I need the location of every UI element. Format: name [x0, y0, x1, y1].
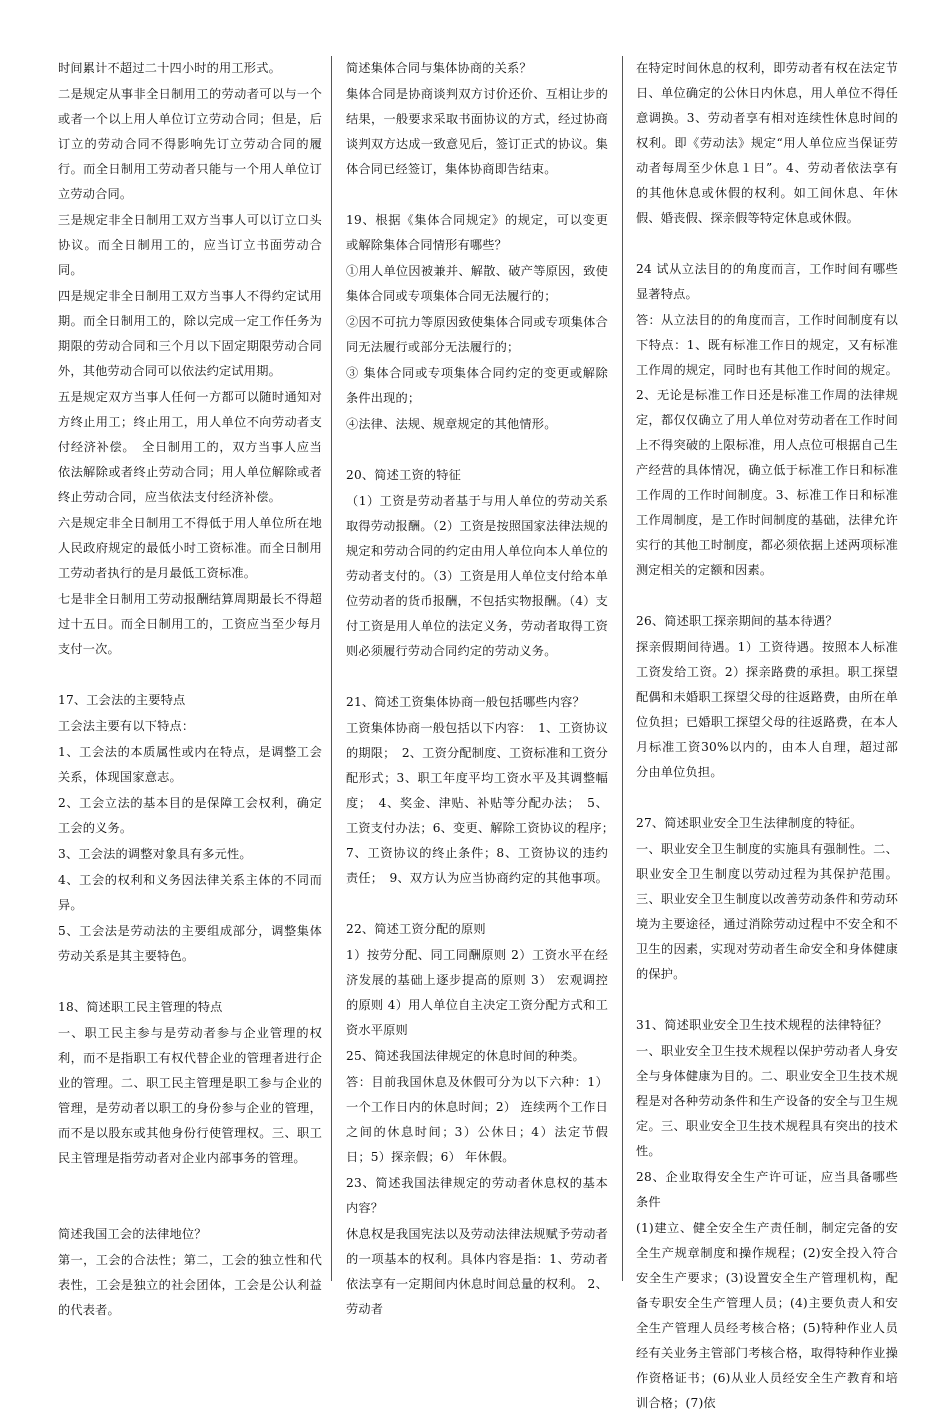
paragraph: 三是规定非全日制用工双方当事人可以订立口头协议。而全日制用工的，应当订立书面劳动合同。 — [58, 213, 322, 277]
column-divider-left — [331, 56, 332, 1281]
list-item: 4、工会的权利和义务因法律关系主体的不同而异。 — [58, 873, 322, 912]
question-heading: 简述集体合同与集体协商的关系？ — [346, 61, 532, 75]
paragraph: 工会法主要有以下特点： — [58, 719, 195, 733]
paragraph: 时间累计不超过二十四小时的用工形式。 — [58, 61, 281, 75]
answer-paragraph: 休息权是我国宪法以及劳动法律法规赋予劳动者的一项基本的权利。具体内容是指：1、劳动者依法享有一定期间内休息时间总量的权利。 2、劳动者 — [346, 1227, 608, 1316]
answer-paragraph: 第一，工会的合法性；第二，工会的独立性和代表性，工会是独立的社会团体，工会是公认利益的代表者。 — [58, 1253, 322, 1317]
answer-paragraph: 工资集体协商一般包括以下内容： 1、工资协议的期限； 2、工资分配制度、工资标准和工资分配形式；3、职工年度平均工资水平及其调整幅度； 4、奖金、津贴、补贴等分配办法； 5、工资支付办法；6、变更、解除工资协议的程序； 7、工资协议的终止条件；8、工资协议的违约责任； 9、双方认为应当协商约定的其他事项。 — [346, 721, 621, 885]
list-item: 5、工会法是劳动法的主要组成部分，调整集体劳动关系是其主要特色。 — [58, 924, 322, 963]
answer-paragraph: 集体合同是协商谈判双方讨价还价、互相让步的结果，一般要求采取书面协议的方式，经过协商谈判双方达成一致意见后，签订正式的协议。集体合同已经签订，集体协商即告结束。 — [346, 87, 608, 176]
question-heading: 25、简述我国法律规定的休息时间的种类。 — [346, 1049, 585, 1063]
answer-paragraph: 答：从立法目的的角度而言，工作时间制度有以下特点：1、既有标准工作日的规定，又有标准工作周的规定，同时也有其他工作时间的规定。2、无论是标准工作日还是标准工作周的法律规定，都仅仅确立了用人单位对劳动者在工作时间上不得突破的上限标准，用人点位可根据自己生产经营的具体情况，确立低于标准工作日和标准工作周的工作时间制度。3、标准工作日和标准工作周制度，是工作时间制度的基础，法律允许实行的其他工时制度，都必须依据上述两项标准测定相关的定额和因素。 — [636, 313, 898, 577]
question-heading: 17、工会法的主要特点 — [58, 693, 186, 707]
question-heading: 20、简述工资的特征 — [346, 468, 462, 482]
question-heading: 31、简述职业安全卫生技术规程的法律特征？ — [636, 1018, 888, 1032]
question-heading: 简述我国工会的法律地位？ — [58, 1227, 207, 1241]
paragraph: 二是规定从事非全日制用工的劳动者可以与一个或者一个以上用人单位订立劳动合同；但是，后订立的劳动合同不得影响先订立劳动合同的履行。而全日制用工劳动者只能与一个用人单位订立劳动合同。 — [58, 87, 322, 201]
answer-paragraph: 一、职业安全卫生制度的实施具有强制性。二、职业安全卫生制度以劳动过程为其保护范围。三、职业安全卫生制度以改善劳动条件和劳动环境为主要途径，通过消除劳动过程中不安全和不卫生的因素，实现对劳动者生命安全和身体健康的保护。 — [636, 842, 898, 981]
answer-paragraph: （1）工资是劳动者基于与用人单位的劳动关系取得劳动报酬。（2）工资是按照国家法律法规的规定和劳动合同的约定由用人单位向本人单位的劳动者支付的。（3）工资是用人单位支付给本单位劳动者的货币报酬，不包括实物报酬。（4）支付工资是用人单位的法定义务，劳动者取得工资则必须履行劳动合同约定的劳动义务。 — [346, 494, 608, 658]
question-heading: 21、简述工资集体协商一般包括哪些内容？ — [346, 695, 585, 709]
column-divider-right — [622, 56, 623, 1281]
paragraph: 四是规定非全日制用工双方当事人不得约定试用期。而全日制用工的，除以完成一定工作任务为期限的劳动合同和三个月以下固定期限劳动合同外，其他劳动合同可以依法约定试用期。 — [58, 289, 322, 378]
question-heading: 26、简述职工探亲期间的基本待遇？ — [636, 614, 838, 628]
answer-paragraph: 探亲假期间待遇。1）工资待遇。按照本人标准工资发给工资。2）探亲路费的承担。职工探望配偶和未婚职工探望父母的往返路费，由所在单位负担；已婚职工探望父母的往返路费，在本人月标准工资30%以内的，由本人自理，超过部分由单位负担。 — [636, 640, 898, 779]
list-item: ②因不可抗力等原因致使集体合同或专项集体合同无法履行或部分无法履行的； — [346, 315, 608, 354]
question-heading: 19、根据《集体合同规定》的规定，可以变更或解除集体合同情形有哪些？ — [346, 213, 608, 252]
answer-paragraph: 一、职业安全卫生技术规程以保护劳动者人身安全与身体健康为目的。二、职业安全卫生技术规程是对各种劳动条件和生产设备的安全与卫生规定。三、职业安全卫生技术规程具有突出的技术性。 — [636, 1044, 898, 1158]
question-heading: 24 试从立法目的的角度而言，工作时间有哪些显著特点。 — [636, 262, 898, 301]
list-item: ③ 集体合同或专项集体合同约定的变更或解除条件出现的； — [346, 366, 608, 405]
list-item: 1、工会法的本质属性或内在特点，是调整工会关系，体现国家意志。 — [58, 745, 322, 784]
question-heading: 22、简述工资分配的原则 — [346, 922, 486, 936]
list-item: 3、工会法的调整对象具有多元性。 — [58, 847, 252, 861]
text-column-2 — [346, 56, 621, 1326]
list-item: 2、工会立法的基本目的是保障工会权利，确定工会的义务。 — [58, 796, 322, 835]
question-heading: 23、简述我国法律规定的劳动者休息权的基本内容？ — [346, 1176, 608, 1215]
paragraph: 在特定时间休息的权利，即劳动者有权在法定节日、单位确定的公休日内休息，用人单位不得任意调换。3、劳动者享有相对连续性休息时间的权利。即《劳动法》规定“用人单位应当保证劳动者每周至少休息１日”。4、劳动者依法享有的其他休息或休假的权利。如工间休息、年休假、婚丧假、探亲假等特定休息或休假。 — [636, 61, 898, 225]
question-heading: 28、企业取得安全生产许可证，应当具备哪些条件 — [636, 1170, 898, 1209]
list-item: ④法律、法规、规章规定的其他情形。 — [346, 417, 557, 431]
answer-paragraph: 1）按劳分配、同工同酬原则 2）工资水平在经济发展的基础上逐步提高的原则 3） 宏观调控的原则 4）用人单位自主决定工资分配方式和工资水平原则 — [346, 948, 608, 1037]
paragraph: 五是规定双方当事人任何一方都可以随时通知对方终止用工；终止用工，用人单位不向劳动者支付经济补偿。 全日制用工的，双方当事人应当依法解除或者终止劳动合同；用人单位解除或者终止劳动合同，应当依法支付经济补偿。 — [58, 390, 322, 504]
answer-paragraph: 答：目前我国休息及休假可分为以下六种：1）一个工作日内的休息时间；2） 连续两个工作日之间的休息时间；3）公休日；4）法定节假日；5）探亲假；6） 年休假。 — [346, 1075, 608, 1164]
answer-paragraph: (1)建立、健全安全生产责任制，制定完备的安全生产规章制度和操作规程；(2)安全投入符合安全生产要求；(3)设置安全生产管理机构，配备专职安全生产管理人员；(4)主要负责人和安全生产管理人员经考核合格；(5)特种作业人员经有关业务主管部门考核合格，取得特种作业操作资格证书；(6)从业人员经安全生产教育和培训合格；(7)依 — [636, 1221, 898, 1410]
question-heading: 18、简述职工民主管理的特点 — [58, 1000, 223, 1014]
paragraph: 七是非全日制用工劳动报酬结算周期最长不得超过十五日。而全日制用工的，工资应当至少每月支付一次。 — [58, 592, 322, 656]
text-column-1 — [58, 56, 322, 1326]
paragraph: 六是规定非全日制用工不得低于用人单位所在地人民政府规定的最低小时工资标准。而全日制用工劳动者执行的是月最低工资标准。 — [58, 516, 322, 580]
text-column-3 — [636, 56, 898, 1410]
list-item: ①用人单位因被兼并、解散、破产等原因，致使集体合同或专项集体合同无法履行的； — [346, 264, 608, 303]
question-heading: 27、简述职业安全卫生法律制度的特征。 — [636, 816, 863, 830]
answer-paragraph: 一、职工民主参与是劳动者参与企业管理的权利，而不是指职工有权代替企业的管理者进行企业的管理。二、职工民主管理是职工参与企业的管理，是劳动者以职工的身份参与企业的管理，而不是以股东或其他身份行使管理权。三、职工民主管理是指劳动者对企业内部事务的管理。 — [58, 1026, 322, 1165]
